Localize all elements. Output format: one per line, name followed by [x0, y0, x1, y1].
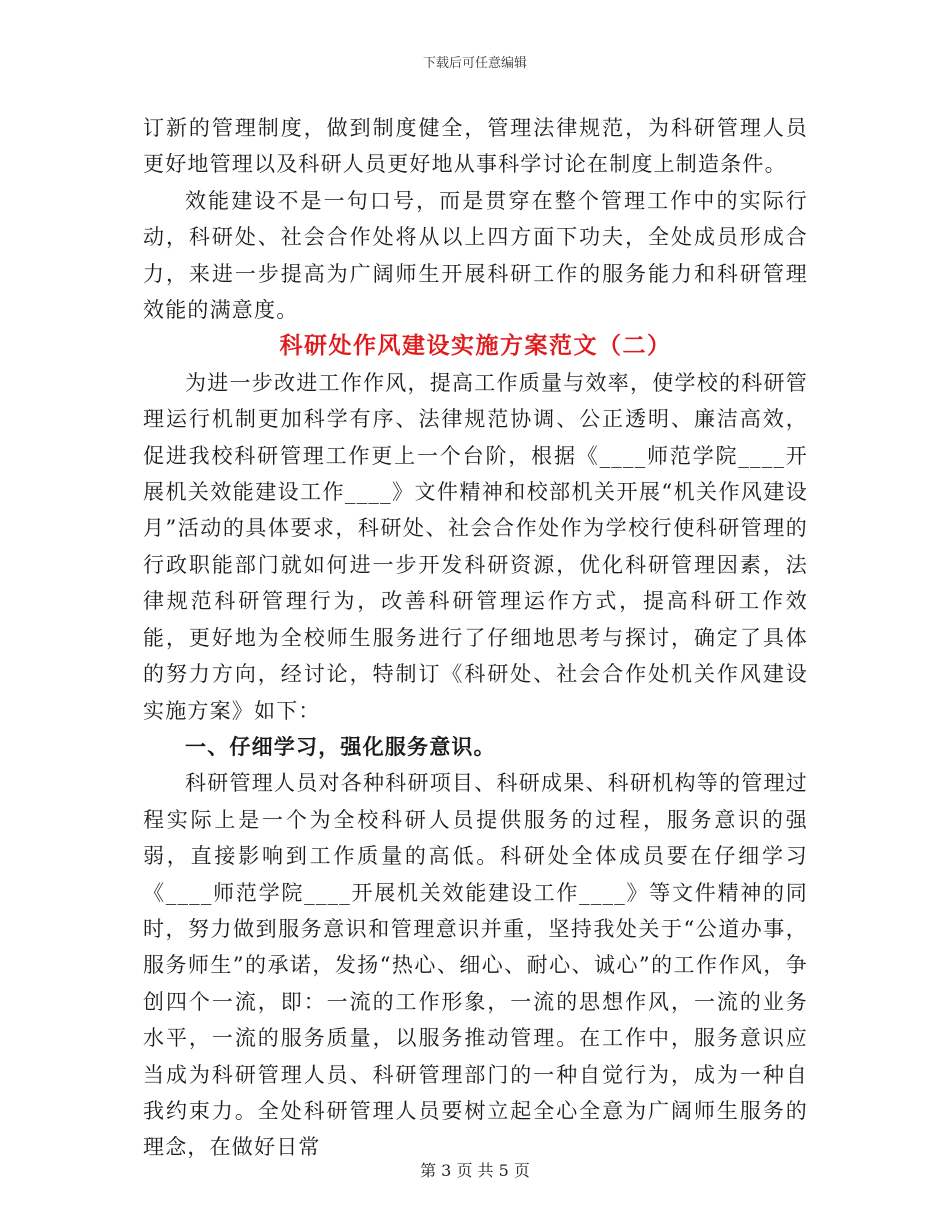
- paragraph-continued: 订新的管理制度，做到制度健全，管理法律规范，为科研管理人员更好地管理以及科研人员更好地从事科学讨论在制度上制造条件。: [143, 116, 808, 177]
- paragraph-section-1: 科研管理人员对各种科研项目、科研成果、科研机构等的管理过程实际上是一个为全校科研人员提供服务的过程，服务意识的强弱，直接影响到工作质量的高低。科研处全体成员要在仔细学习《____师范学院____开展机关效能建设工作____》等文件精神的同时，努力做到服务意识和管理意识并重，坚持我处关于“公道办事，服务师生”的承诺，发扬“热心、细心、耐心、诚心”的工作作风，争创四个一流，即：一流的工作形象，一流的思想作风，一流的业务水平，一流的服务质量，以服务推动管理。在工作中，服务意识应当成为科研管理人员、科研管理部门的一种自觉行为，成为一种自我约束力。全处科研管理人员要树立起全心全意为广阔师生服务的理念，在做好日常: [143, 771, 808, 1160]
- paragraph-intro: 为进一步改进工作作风，提高工作质量与效率，使学校的科研管理运行机制更加科学有序、法律规范协调、公正透明、廉洁高效，促进我校科研管理工作更上一个台阶，根据《____师范学院____开展机关效能建设工作____》文件精神和校部机关开展“机关作风建设月”活动的具体要求，科研处、社会合作处作为学校行使科研管理的行政职能部门就如何进一步开发科研资源，优化科研管理因素，法律规范科研管理行为，改善科研管理运作方式，提高科研工作效能，更好地为全校师生服务进行了仔细地思考与探讨，确定了具体的努力方向，经讨论，特制订《科研处、社会合作处机关作风建设实施方案》如下：: [143, 370, 808, 723]
- paragraph-efficiency: 效能建设不是一句口号，而是贯穿在整个管理工作中的实际行动，科研处、社会合作处将从以上四方面下功夫，全处成员形成合力，来进一步提高为广阔师生开展科研工作的服务能力和科研管理效能的满意度。: [143, 188, 808, 323]
- document-body: [143, 110, 808, 1166]
- page-header: 下载后可任意编辑: [422, 56, 527, 71]
- section-heading-1: 一、仔细学习，强化服务意识。: [185, 734, 496, 759]
- page-number: 第 3 页 共 5 页: [420, 1161, 530, 1180]
- document-title: 科研处作风建设实施方案范文（二）: [279, 333, 672, 360]
